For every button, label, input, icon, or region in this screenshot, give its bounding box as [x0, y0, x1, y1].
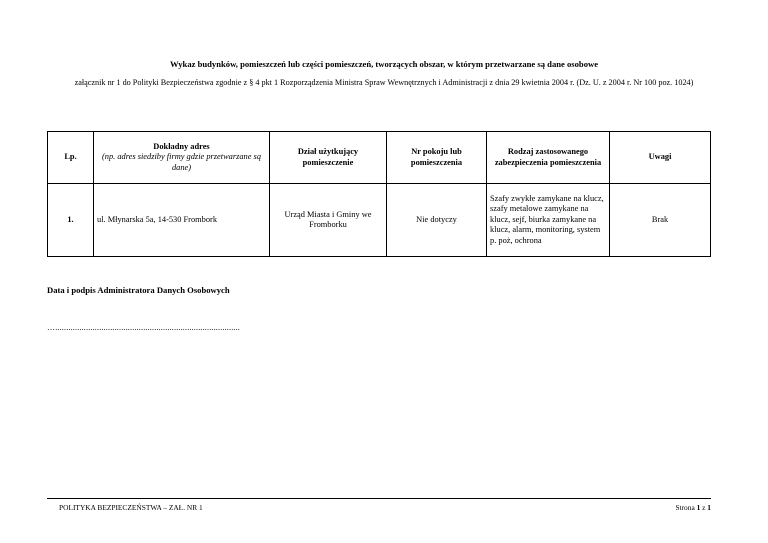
- footer-document-name: POLITYKA BEZPIECZEŃSTWA – ZAŁ. NR 1: [59, 503, 203, 512]
- premises-table: [47, 131, 711, 257]
- header-address-label: Dokładny adres: [153, 141, 210, 151]
- document-title: Wykaz budynków, pomieszczeń lub części pomieszczeń, tworzących obszar, w którym przetwarzane są dane osobowe: [169, 59, 599, 69]
- table-header-row: [48, 132, 711, 184]
- page-number: [675, 503, 711, 512]
- cell-room: Nie dotyczy: [387, 184, 487, 257]
- footer-divider: [47, 498, 711, 499]
- header-room: Nr pokoju lub pomieszczenia: [387, 132, 487, 184]
- header-address: [94, 132, 270, 184]
- cell-address: ul. Młynarska 5a, 14-530 Frombork: [94, 184, 270, 257]
- signature-label: Data i podpis Administratora Danych Osobowych: [47, 285, 230, 295]
- header-notes: Uwagi: [610, 132, 711, 184]
- page-separator: z: [702, 503, 706, 512]
- cell-notes: Brak: [610, 184, 711, 257]
- page-current: 1: [696, 503, 701, 512]
- cell-lp: 1.: [48, 184, 94, 257]
- document-subtitle: załącznik nr 1 do Polityki Bezpieczeństwa zgodnie z § 4 pkt 1 Rozporządzenia Ministra Spraw Wewnętrznych i Administracji z dnia 29 kwietnia 2004 r. (Dz. U. z 2004 r. Nr 100 poz. 1024): [74, 78, 694, 87]
- signature-line: …....................................................................................: [47, 323, 240, 332]
- cell-department: Urząd Miasta i Gminy we Fromborku: [270, 184, 387, 257]
- header-lp: Lp.: [48, 132, 94, 184]
- header-department: Dział użytkujący pomieszczenie: [270, 132, 387, 184]
- header-protection: Rodzaj zastosowanego zabezpieczenia pomieszczenia: [487, 132, 610, 184]
- table-row: [48, 184, 711, 257]
- page-prefix: Strona: [675, 503, 695, 512]
- page-total: 1: [707, 503, 711, 512]
- cell-protection: Szafy zwykłe zamykane na klucz, szafy metalowe zamykane na klucz, sejf, biurka zamykane na klucz, alarm, monitoring, system p. poż, ochrona: [487, 184, 610, 257]
- header-address-note: (np. adres siedziby firmy gdzie przetwarzane są dane): [101, 152, 262, 172]
